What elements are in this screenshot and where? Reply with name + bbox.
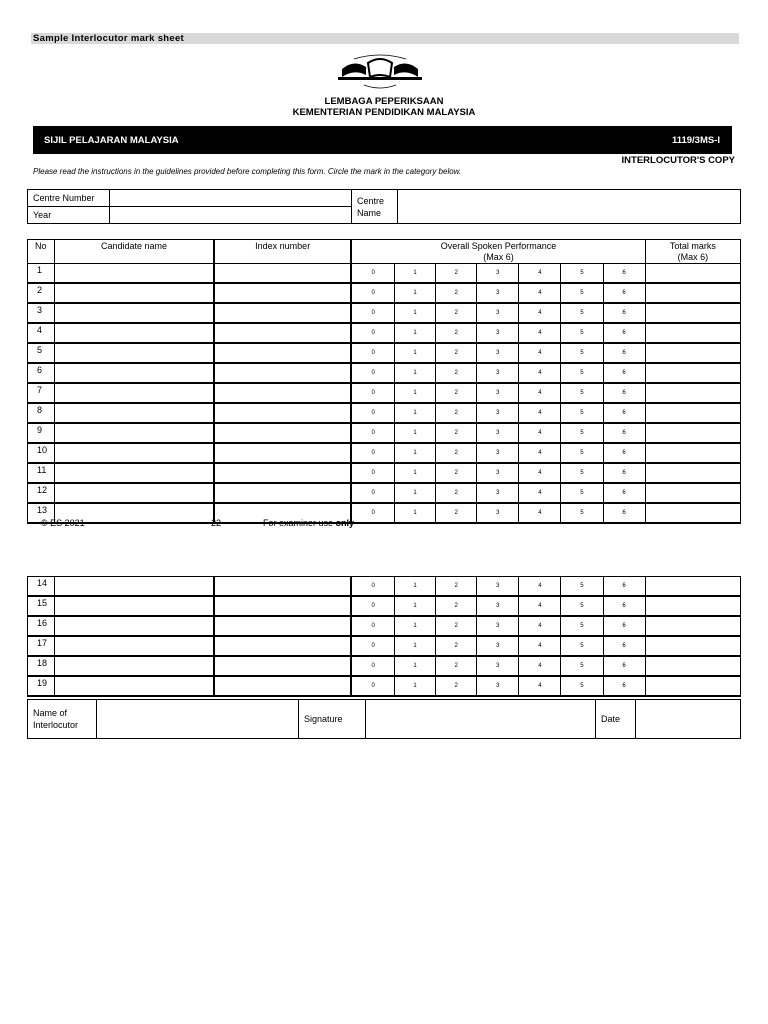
score-option[interactable]: 6 [603, 596, 645, 616]
row-number: 18 [28, 656, 55, 676]
score-option[interactable]: 3 [477, 616, 519, 636]
score-option[interactable]: 0 [351, 596, 394, 616]
candidate-name-cell[interactable] [55, 443, 214, 463]
score-option[interactable]: 3 [477, 343, 519, 363]
score-option[interactable]: 5 [561, 656, 603, 676]
candidate-name-cell[interactable] [55, 343, 214, 363]
row-number: 3 [28, 303, 55, 323]
score-option[interactable]: 1 [394, 283, 435, 303]
row-number: 12 [28, 483, 55, 503]
score-option[interactable]: 5 [561, 383, 603, 403]
total-marks-cell[interactable] [645, 443, 740, 463]
score-option[interactable]: 5 [561, 323, 603, 343]
score-option[interactable]: 0 [351, 443, 394, 463]
score-option[interactable]: 2 [436, 443, 477, 463]
score-option[interactable]: 1 [394, 343, 435, 363]
score-option[interactable]: 6 [603, 463, 645, 483]
score-option[interactable]: 2 [436, 503, 477, 523]
score-option[interactable]: 6 [603, 283, 645, 303]
table-row [28, 323, 741, 343]
table-row [28, 596, 741, 616]
score-option[interactable]: 1 [394, 383, 435, 403]
candidate-name-cell[interactable] [55, 423, 214, 443]
examiner-use-text: For examiner use only [263, 518, 355, 528]
score-option[interactable]: 6 [603, 483, 645, 503]
total-marks-cell[interactable] [645, 616, 740, 636]
score-option[interactable]: 5 [561, 264, 603, 284]
index-number-cell[interactable] [214, 656, 351, 676]
score-option[interactable]: 4 [519, 443, 561, 463]
score-option[interactable]: 0 [351, 616, 394, 636]
score-option[interactable]: 6 [603, 577, 645, 597]
table-row [28, 636, 741, 656]
score-option[interactable]: 1 [394, 303, 435, 323]
centre-info-table [27, 189, 741, 224]
org-name-line-1: LEMBAGA PEPERIKSAAN [324, 96, 444, 107]
score-option[interactable]: 1 [394, 577, 435, 597]
score-option[interactable]: 4 [519, 616, 561, 636]
score-option[interactable]: 0 [351, 656, 394, 676]
score-option[interactable]: 0 [351, 483, 394, 503]
score-option[interactable]: 1 [394, 463, 435, 483]
score-option[interactable]: 5 [561, 636, 603, 656]
score-option[interactable]: 3 [477, 676, 519, 696]
score-option[interactable]: 2 [436, 596, 477, 616]
score-option[interactable]: 5 [561, 283, 603, 303]
score-option[interactable]: 3 [477, 403, 519, 423]
row-number: 19 [28, 676, 55, 696]
score-option[interactable]: 5 [561, 483, 603, 503]
instructions-text: Please read the instructions in the guidelines provided before completing this form. Circle the mark in the category below. [33, 167, 462, 176]
index-number-cell[interactable] [214, 423, 351, 443]
score-option[interactable]: 3 [477, 503, 519, 523]
col-no-header: No [28, 240, 55, 264]
score-option[interactable]: 0 [351, 283, 394, 303]
score-option[interactable]: 4 [519, 303, 561, 323]
score-option[interactable]: 2 [436, 463, 477, 483]
score-option[interactable]: 5 [561, 403, 603, 423]
score-option[interactable]: 1 [394, 656, 435, 676]
candidate-name-cell[interactable] [55, 463, 214, 483]
score-option[interactable]: 1 [394, 323, 435, 343]
total-marks-cell[interactable] [645, 403, 740, 423]
candidate-name-cell[interactable] [55, 264, 214, 284]
score-option[interactable]: 3 [477, 423, 519, 443]
score-option[interactable]: 6 [603, 264, 645, 284]
total-marks-cell[interactable] [645, 656, 740, 676]
score-option[interactable]: 4 [519, 323, 561, 343]
table-row [28, 483, 741, 503]
total-marks-cell[interactable] [645, 343, 740, 363]
score-option[interactable]: 6 [603, 616, 645, 636]
score-option[interactable]: 6 [603, 503, 645, 523]
score-option[interactable]: 6 [603, 343, 645, 363]
score-option[interactable]: 2 [436, 323, 477, 343]
score-option[interactable]: 4 [519, 676, 561, 696]
score-option[interactable]: 2 [436, 483, 477, 503]
score-option[interactable]: 2 [436, 303, 477, 323]
index-number-cell[interactable] [214, 363, 351, 383]
candidate-name-cell[interactable] [55, 577, 214, 597]
score-option[interactable]: 4 [519, 577, 561, 597]
score-option[interactable]: 4 [519, 363, 561, 383]
copy-label: INTERLOCUTOR'S COPY [621, 155, 735, 166]
candidate-name-cell[interactable] [55, 616, 214, 636]
index-number-cell[interactable] [214, 596, 351, 616]
score-option[interactable]: 2 [436, 264, 477, 284]
row-number: 5 [28, 343, 55, 363]
table-row [28, 577, 741, 597]
score-option[interactable]: 6 [603, 443, 645, 463]
score-option[interactable]: 0 [351, 463, 394, 483]
score-option[interactable]: 2 [436, 363, 477, 383]
score-option[interactable]: 4 [519, 483, 561, 503]
candidate-name-cell[interactable] [55, 303, 214, 323]
centre-name-field[interactable] [398, 190, 741, 224]
row-number: 2 [28, 283, 55, 303]
table-row [28, 363, 741, 383]
examination-board-logo [334, 53, 426, 93]
index-number-cell[interactable] [214, 443, 351, 463]
col-performance-header: Overall Spoken Performance (Max 6) [351, 240, 645, 264]
row-number: 8 [28, 403, 55, 423]
score-option[interactable]: 0 [351, 676, 394, 696]
exam-title-bar [33, 126, 732, 154]
row-number: 10 [28, 443, 55, 463]
score-option[interactable]: 4 [519, 636, 561, 656]
year-field[interactable] [110, 207, 352, 224]
score-option[interactable]: 0 [351, 403, 394, 423]
candidate-name-cell[interactable] [55, 656, 214, 676]
total-marks-cell[interactable] [645, 463, 740, 483]
score-option[interactable]: 4 [519, 403, 561, 423]
score-option[interactable]: 3 [477, 443, 519, 463]
document-title: Sample Interlocutor mark sheet [31, 33, 739, 44]
score-option[interactable]: 5 [561, 676, 603, 696]
table-row [28, 423, 741, 443]
table-row [28, 503, 741, 523]
total-marks-cell[interactable] [645, 423, 740, 443]
score-option[interactable]: 0 [351, 363, 394, 383]
score-option[interactable]: 0 [351, 423, 394, 443]
index-number-cell[interactable] [214, 403, 351, 423]
table-row [28, 443, 741, 463]
index-number-cell[interactable] [214, 303, 351, 323]
score-option[interactable]: 1 [394, 483, 435, 503]
row-number: 13 [28, 503, 55, 523]
score-option[interactable]: 3 [477, 303, 519, 323]
score-option[interactable]: 5 [561, 443, 603, 463]
total-marks-cell[interactable] [645, 577, 740, 597]
score-option[interactable]: 6 [603, 303, 645, 323]
score-option[interactable]: 0 [351, 383, 394, 403]
year-label: Year [28, 207, 110, 224]
score-option[interactable]: 2 [436, 383, 477, 403]
score-option[interactable]: 6 [603, 676, 645, 696]
score-option[interactable]: 2 [436, 616, 477, 636]
score-option[interactable]: 2 [436, 343, 477, 363]
table-row [28, 616, 741, 636]
score-option[interactable]: 4 [519, 264, 561, 284]
interlocutor-name-label: Name of Interlocutor [28, 700, 97, 739]
candidate-name-cell[interactable] [55, 636, 214, 656]
score-option[interactable]: 4 [519, 656, 561, 676]
page-number: 22 [211, 518, 222, 528]
table-row [28, 676, 741, 696]
score-option[interactable]: 1 [394, 503, 435, 523]
signature-field[interactable] [366, 700, 596, 739]
interlocutor-name-field[interactable] [97, 700, 299, 739]
score-option[interactable]: 0 [351, 343, 394, 363]
score-option[interactable]: 6 [603, 656, 645, 676]
score-option[interactable]: 3 [477, 264, 519, 284]
row-number: 15 [28, 596, 55, 616]
index-number-cell[interactable] [214, 676, 351, 696]
score-option[interactable]: 1 [394, 636, 435, 656]
score-option[interactable]: 5 [561, 463, 603, 483]
score-option[interactable]: 4 [519, 503, 561, 523]
score-option[interactable]: 2 [436, 577, 477, 597]
date-label: Date [596, 700, 636, 739]
score-option[interactable]: 6 [603, 403, 645, 423]
index-number-cell[interactable] [214, 463, 351, 483]
table-row [28, 463, 741, 483]
score-option[interactable]: 1 [394, 616, 435, 636]
centre-number-label: Centre Number [28, 190, 110, 207]
marks-table-page-2 [27, 576, 741, 697]
score-option[interactable]: 3 [477, 636, 519, 656]
table-row [28, 303, 741, 323]
candidate-name-cell[interactable] [55, 383, 214, 403]
score-option[interactable]: 3 [477, 577, 519, 597]
row-number: 11 [28, 463, 55, 483]
score-option[interactable]: 4 [519, 463, 561, 483]
score-option[interactable]: 2 [436, 676, 477, 696]
table-row [28, 264, 741, 284]
date-field[interactable] [636, 700, 741, 739]
score-option[interactable]: 5 [561, 423, 603, 443]
table-row [28, 283, 741, 303]
total-marks-cell[interactable] [645, 383, 740, 403]
score-option[interactable]: 5 [561, 577, 603, 597]
score-option[interactable]: 4 [519, 596, 561, 616]
marks-table-page-1 [27, 239, 741, 524]
score-option[interactable]: 5 [561, 596, 603, 616]
score-option[interactable]: 0 [351, 636, 394, 656]
score-option[interactable]: 2 [436, 283, 477, 303]
score-option[interactable]: 5 [561, 616, 603, 636]
score-option[interactable]: 1 [394, 403, 435, 423]
score-option[interactable]: 3 [477, 383, 519, 403]
row-number: 7 [28, 383, 55, 403]
score-option[interactable]: 0 [351, 264, 394, 284]
score-option[interactable]: 1 [394, 676, 435, 696]
table-row [28, 343, 741, 363]
candidate-name-cell[interactable] [55, 483, 214, 503]
paper-code: 1119/3MS-I [671, 135, 720, 146]
score-option[interactable]: 2 [436, 403, 477, 423]
table-row [28, 656, 741, 676]
row-number: 9 [28, 423, 55, 443]
candidate-name-cell[interactable] [55, 676, 214, 696]
score-option[interactable]: 1 [394, 596, 435, 616]
index-number-cell[interactable] [214, 383, 351, 403]
score-option[interactable]: 6 [603, 363, 645, 383]
score-option[interactable]: 2 [436, 636, 477, 656]
candidate-name-cell[interactable] [55, 596, 214, 616]
row-number: 14 [28, 577, 55, 597]
col-index-number-header: Index number [214, 240, 351, 264]
index-number-cell[interactable] [214, 283, 351, 303]
total-marks-cell[interactable] [645, 283, 740, 303]
score-option[interactable]: 3 [477, 483, 519, 503]
score-option[interactable]: 6 [603, 423, 645, 443]
score-option[interactable]: 3 [477, 363, 519, 383]
index-number-cell[interactable] [214, 323, 351, 343]
score-option[interactable]: 5 [561, 363, 603, 383]
index-number-cell[interactable] [214, 343, 351, 363]
score-option[interactable]: 6 [603, 323, 645, 343]
score-option[interactable]: 6 [603, 383, 645, 403]
score-option[interactable]: 3 [477, 283, 519, 303]
row-number: 1 [28, 264, 55, 284]
index-number-cell[interactable] [214, 636, 351, 656]
col-total-marks-header: Total marks (Max 6) [645, 240, 740, 264]
table-row [28, 403, 741, 423]
total-marks-cell[interactable] [645, 483, 740, 503]
total-marks-cell[interactable] [645, 303, 740, 323]
score-option[interactable]: 0 [351, 303, 394, 323]
candidate-name-cell[interactable] [55, 323, 214, 343]
candidate-name-cell[interactable] [55, 363, 214, 383]
score-option[interactable]: 4 [519, 283, 561, 303]
total-marks-cell[interactable] [645, 323, 740, 343]
candidate-name-cell[interactable] [55, 403, 214, 423]
signature-label: Signature [299, 700, 366, 739]
exam-name: SIJIL PELAJARAN MALAYSIA [44, 135, 179, 146]
total-marks-cell[interactable] [645, 503, 740, 523]
total-marks-cell[interactable] [645, 676, 740, 696]
row-number: 17 [28, 636, 55, 656]
score-option[interactable]: 3 [477, 463, 519, 483]
score-option[interactable]: 3 [477, 323, 519, 343]
score-option[interactable]: 0 [351, 503, 394, 523]
score-option[interactable]: 2 [436, 423, 477, 443]
score-option[interactable]: 3 [477, 596, 519, 616]
index-number-cell[interactable] [214, 616, 351, 636]
centre-number-field[interactable] [110, 190, 352, 207]
score-option[interactable]: 0 [351, 323, 394, 343]
signature-table [27, 699, 741, 739]
score-option[interactable]: 5 [561, 343, 603, 363]
score-option[interactable]: 2 [436, 656, 477, 676]
total-marks-cell[interactable] [645, 264, 740, 284]
score-option[interactable]: 5 [561, 303, 603, 323]
total-marks-cell[interactable] [645, 636, 740, 656]
org-name-line-2: KEMENTERIAN PENDIDIKAN MALAYSIA [292, 107, 476, 118]
row-number: 4 [28, 323, 55, 343]
score-option[interactable]: 1 [394, 443, 435, 463]
score-option[interactable]: 3 [477, 656, 519, 676]
total-marks-cell[interactable] [645, 596, 740, 616]
col-candidate-name-header: Candidate name [55, 240, 214, 264]
index-number-cell[interactable] [214, 577, 351, 597]
score-option[interactable]: 5 [561, 503, 603, 523]
total-marks-cell[interactable] [645, 363, 740, 383]
score-option[interactable]: 1 [394, 264, 435, 284]
index-number-cell[interactable] [214, 264, 351, 284]
row-number: 16 [28, 616, 55, 636]
centre-name-label: Centre Name [352, 190, 398, 224]
copyright-text: © ES 2021 [41, 518, 85, 528]
score-option[interactable]: 4 [519, 423, 561, 443]
score-option[interactable]: 0 [351, 577, 394, 597]
score-option[interactable]: 4 [519, 383, 561, 403]
score-option[interactable]: 4 [519, 343, 561, 363]
row-number: 6 [28, 363, 55, 383]
index-number-cell[interactable] [214, 483, 351, 503]
score-option[interactable]: 1 [394, 423, 435, 443]
table-row [28, 383, 741, 403]
score-option[interactable]: 6 [603, 636, 645, 656]
candidate-name-cell[interactable] [55, 283, 214, 303]
score-option[interactable]: 1 [394, 363, 435, 383]
